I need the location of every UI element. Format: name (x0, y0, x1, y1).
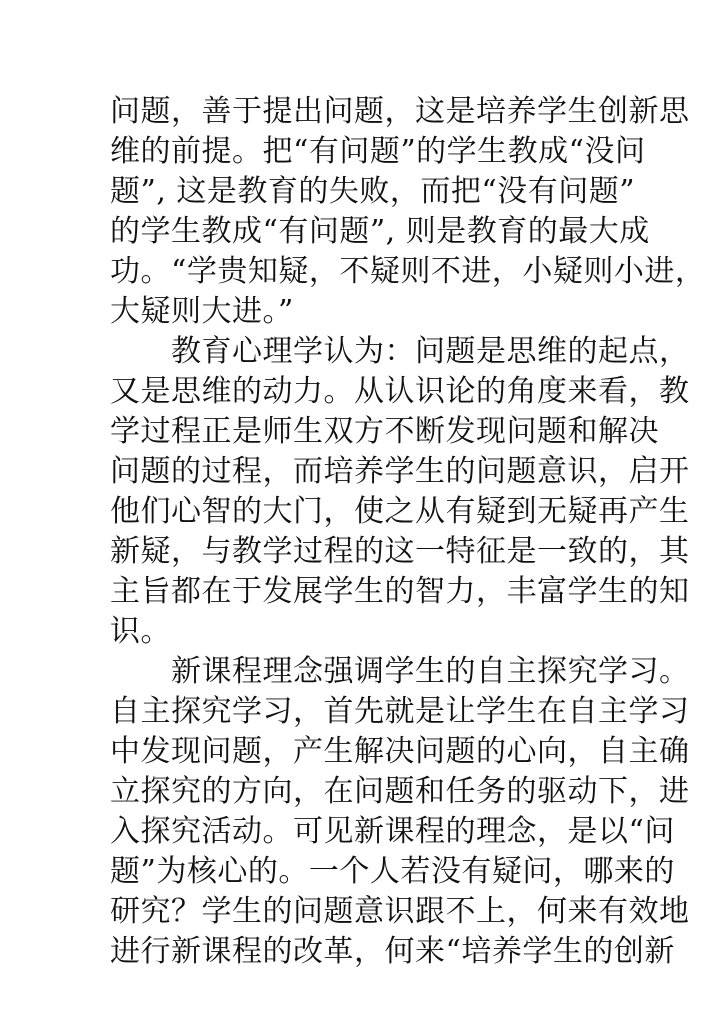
text-line: 他们心智的大门，使之从有疑到无疑再产生 (110, 494, 690, 529)
paragraph-start-line: 教育心理学认为：问题是思维的起点， (110, 334, 690, 369)
text-line: 问题，善于提出问题，这是培养学生创新思 (110, 94, 690, 129)
paragraph-start-line: 新课程理念强调学生的自主探究学习。 (110, 654, 690, 689)
text-line: 功。“学贵知疑，不疑则不进，小疑则小进， (110, 254, 706, 289)
text-line: 中发现问题，产生解决问题的心向，自主确 (110, 734, 690, 769)
text-line: 又是思维的动力。从认识论的角度来看，教 (110, 374, 690, 409)
text-line: 题”, 这是教育的失败，而把“没有问题” (110, 174, 636, 209)
text-line: 问题的过程，而培养学生的问题意识，启开 (110, 454, 690, 489)
text-line: 的学生教成“有问题”, 则是教育的最大成 (110, 214, 650, 249)
text-line: 主旨都在于发展学生的智力，丰富学生的知 (110, 574, 690, 609)
text-line: 维的前提。把“有问题”的学生教成“没问 (110, 134, 646, 169)
text-line: 研究？学生的问题意识跟不上，何来有效地 (110, 894, 690, 929)
text-line: 新疑，与教学过程的这一特征是一致的，其 (110, 534, 690, 569)
text-line: 学过程正是师生双方不断发现问题和解决 (110, 414, 659, 449)
text-line: 识。 (110, 614, 171, 649)
text-line: 入探究活动。可见新课程的理念，是以“问 (110, 814, 675, 849)
text-line: 大疑则大进。” (110, 294, 294, 329)
text-line: 立探究的方向，在问题和任务的驱动下，进 (110, 774, 690, 809)
text-line: 自主探究学习，首先就是让学生在自主学习 (110, 694, 690, 729)
text-line: 题”为核心的。一个人若没有疑问，哪来的 (110, 854, 675, 889)
text-line: 进行新课程的改革，何来“培养学生的创新 (110, 934, 675, 969)
